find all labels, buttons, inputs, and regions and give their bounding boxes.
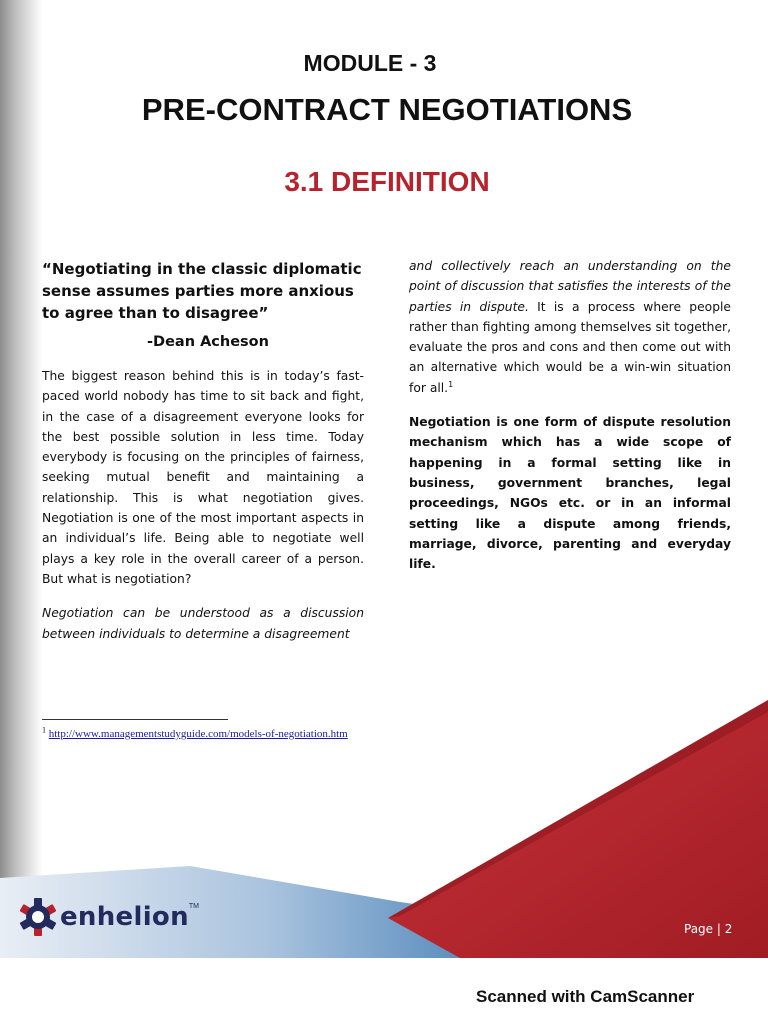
logo-wordmark: enhelion <box>60 902 189 932</box>
definition-italic-text: and collectively reach an understanding on the point of discussion that satisfies the interests of the parties in dispute. <box>409 259 731 314</box>
module-heading: MODULE - 3 <box>303 50 437 76</box>
definition-rest-text: It is a process where people rather than fighting among themselves sit together, evaluate the pros and cons and then come out with an alternative which would be a win-win situation for all. <box>409 299 731 395</box>
gear-shaped-logo-icon <box>18 897 58 937</box>
paragraph-intro: The biggest reason behind this is in today’s fast-paced world nobody has time to sit back and fight, in the case of a disagreement everyone looks for the best possible solution in less time. Today everybody is focusing on the principles of fairness, seeking mutual benefit and maintaining a relationship. This is what negotiation gives. Negotiation is one of the most important aspects in an individual’s life. Being able to negotiate well plays a key role in the overall career of a person. But what is negotiation? <box>42 369 364 586</box>
footnote-reference[interactable]: 1 <box>448 379 454 389</box>
footnote-link[interactable]: http://www.managementstudyguide.com/models-of-negotiation.htm <box>48 728 348 740</box>
camscanner-watermark: Scanned with CamScanner <box>476 987 695 1006</box>
footnote-number: 1 <box>42 725 46 735</box>
quote-text: “Negotiating in the classic diplomatic sense assumes parties more anxious to agree than to disagree” <box>42 260 362 322</box>
page-title: PRE-CONTRACT NEGOTIATIONS <box>141 92 633 127</box>
page-number: Page | 2 <box>684 922 733 936</box>
enhelion-logo <box>18 897 199 937</box>
quote-author: -Dean Acheson <box>147 334 269 350</box>
section-heading: 3.1 DEFINITION <box>284 166 490 197</box>
paragraph-dispute-resolution: Negotiation is one form of dispute resolution mechanism which has a wide scope of happening in a formal setting like in business, government branches, legal proceedings, NGOs etc. or in an informal setting like a dispute among friends, marriage, divorce, parenting and everyday life. <box>409 415 731 572</box>
paragraph-definition-start: Negotiation can be understood as a discussion between individuals to determine a disagreement <box>42 606 364 641</box>
logo-trademark: TM <box>188 903 199 910</box>
